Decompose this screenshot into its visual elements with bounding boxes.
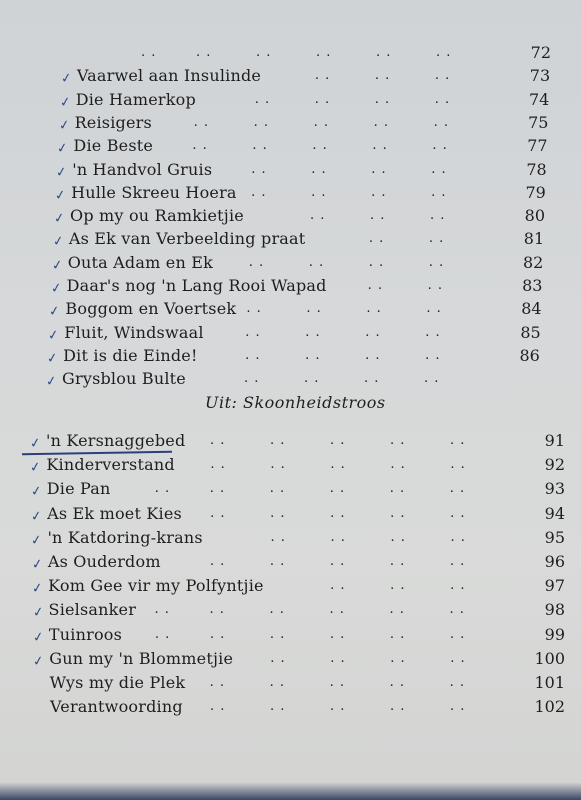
leader-dot-pair: . .: [450, 699, 466, 715]
leader-dot-pair: . .: [329, 602, 345, 618]
toc-entry-title: Wys my die Plek: [49, 673, 186, 692]
toc-entry: [59, 110, 549, 132]
toc-entry-title: Dit is die Einde!: [63, 345, 198, 365]
leader-dot-pair: . .: [305, 324, 321, 340]
toc-entry: [48, 296, 542, 321]
page-number: 78: [526, 159, 547, 179]
leader-dot-pair: . .: [330, 433, 346, 448]
checkmark-icon: ✓: [55, 164, 69, 181]
checkmark-icon: ✓: [46, 350, 60, 367]
leader-dot-pair: . .: [245, 324, 261, 340]
checkmark-icon: ✓: [30, 556, 44, 573]
checkmark-icon: ✓: [53, 210, 66, 227]
toc-entry: [45, 366, 539, 391]
toc-entry: [55, 180, 546, 202]
page-number: 82: [522, 252, 544, 272]
toc-entry: [60, 87, 550, 109]
leader-dot-pair: . .: [312, 138, 328, 154]
leader-dot-pair: . .: [251, 161, 267, 177]
checkmark-icon: ✓: [58, 94, 72, 111]
leader-dot-pair: . .: [269, 481, 286, 497]
toc-entry-title: Outa Adam en Ek: [67, 252, 214, 272]
leader-dot-pair: . .: [154, 626, 171, 642]
toc-entry: [31, 501, 565, 523]
leader-dot-pair: . .: [390, 699, 406, 715]
checkmark-icon: ✓: [48, 303, 62, 321]
page-number: 85: [520, 322, 541, 342]
leader-dot-pair: . .: [209, 481, 226, 497]
leader-dot-pair: . .: [270, 650, 286, 666]
checkmark-icon: ✓: [51, 233, 65, 251]
leader-dot-pair: . .: [154, 602, 170, 618]
leader-dot-pair: . .: [368, 231, 385, 247]
leader-dot-pair: . .: [434, 68, 451, 84]
toc-entry: [29, 452, 565, 477]
checkmark-icon: ✓: [56, 140, 70, 158]
leader-dot-pair: . .: [192, 138, 208, 154]
checkmark-icon: ✓: [31, 604, 45, 622]
page-number: 79: [525, 182, 546, 202]
leader-dot-pair: . .: [449, 602, 465, 618]
toc-entry-title: 'n Handvol Gruis: [72, 159, 213, 179]
leader-dot-pair: . .: [330, 457, 346, 473]
leader-dot-pair: . .: [449, 481, 466, 497]
page-number: 84: [521, 299, 542, 319]
leader-dot-pair: . .: [256, 45, 272, 60]
leader-dot-pair: . .: [425, 347, 441, 363]
leader-dot-pair: . .: [270, 529, 286, 545]
toc-entry-title: Tuinroos: [48, 624, 123, 644]
checkmark-icon: ✓: [30, 508, 43, 525]
toc-entry: [51, 226, 545, 251]
leader-dot-pair: . .: [270, 457, 286, 473]
leader-dot-pair: . .: [389, 626, 406, 642]
leader-dot-pair: . .: [390, 433, 406, 448]
leader-dot-pair: . .: [209, 602, 225, 618]
checkmark-icon: ✓: [29, 459, 43, 477]
leader-dot-pair: . .: [308, 254, 325, 270]
page-number: 101: [534, 673, 565, 692]
leader-dot-pair: . .: [433, 114, 449, 130]
checkmark-icon: ✓: [54, 187, 68, 204]
page-number: 97: [544, 576, 565, 596]
leader-dot-pair: . .: [210, 457, 226, 473]
leader-dot-pair: . .: [248, 254, 265, 270]
toc-entry-title: Die Beste: [73, 136, 154, 156]
leader-dot-pair: . .: [434, 91, 451, 107]
leader-dot-pair: . .: [449, 675, 466, 690]
leader-dot-pair: . .: [210, 699, 226, 715]
page-number: 81: [523, 229, 545, 249]
page-number: 92: [544, 455, 565, 475]
leader-dot-pair: . .: [428, 254, 445, 270]
leader-dot-pair: . .: [330, 699, 346, 715]
leader-dot-pair: . .: [269, 554, 286, 569]
leader-dot-pair: . .: [390, 578, 406, 594]
leader-dot-pair: . .: [431, 161, 447, 177]
leader-dot-pair: . .: [313, 114, 329, 130]
leader-dot-pair: . .: [246, 301, 262, 317]
leader-dot-pair: . .: [254, 91, 271, 107]
leader-dot-pair: . .: [252, 138, 268, 154]
leader-dot-pair: . .: [428, 231, 445, 247]
toc-entry-title: Kom Gee vir my Polfyntjie: [48, 576, 264, 596]
page-number: 98: [544, 600, 565, 620]
leader-dot-pair: . .: [376, 45, 392, 60]
leader-dot-pair: . .: [430, 208, 446, 224]
leader-dot-pair: . .: [390, 650, 406, 666]
toc-entry: [34, 670, 565, 692]
toc-entry: [31, 597, 565, 622]
toc-entry-title: As Ouderdom: [47, 552, 161, 571]
leader-dot-pair: . .: [210, 433, 226, 448]
leader-dot-pair: . .: [450, 433, 466, 448]
toc-entry-title: Hulle Skreeu Hoera: [71, 182, 237, 202]
page-number: 74: [528, 89, 550, 109]
checkmark-icon: ✓: [31, 629, 45, 646]
checkmark-icon: ✓: [29, 435, 42, 452]
page-number: 96: [544, 552, 565, 571]
page-number: 102: [534, 697, 565, 717]
leader-dot-pair: . .: [450, 578, 466, 594]
toc-entry: [47, 343, 540, 365]
checkmark-icon: ✓: [32, 653, 46, 670]
page-number: 86: [519, 345, 540, 365]
leader-dot-pair: . .: [209, 554, 226, 569]
leader-dot-pair: . .: [370, 208, 386, 224]
checkmark-icon: ✓: [50, 257, 64, 274]
toc-entry-title: As Ek van Verbeelding praat: [68, 229, 306, 249]
leader-dot-pair: . .: [251, 184, 267, 200]
leader-dot-pair: . .: [371, 161, 387, 177]
toc-entry: [30, 428, 565, 450]
leader-dot-pair: . .: [311, 184, 327, 200]
checkmark-icon: ✓: [30, 532, 44, 549]
leader-dot-pair: . .: [245, 347, 261, 363]
leader-dot-pair: . .: [330, 578, 346, 594]
toc-entry-title: Vaarwel aan Insulinde: [76, 66, 262, 86]
leader-dot-pair: . .: [431, 184, 447, 200]
leader-dot-pair: . .: [329, 626, 346, 642]
leader-dot-pair: . .: [427, 278, 443, 293]
toc-entry: [52, 250, 544, 272]
leader-dot-pair: . .: [390, 505, 406, 521]
page-number: 72: [530, 43, 551, 62]
leader-dot-pair: . .: [253, 114, 269, 130]
leader-dot-pair: . .: [450, 529, 466, 545]
leader-dot-pair: . .: [390, 529, 406, 545]
leader-dot-pair: . .: [432, 138, 448, 154]
page-number: 95: [544, 527, 565, 547]
leader-dot-pair: . .: [270, 699, 286, 715]
leader-dot-pair: . .: [373, 114, 389, 130]
leader-dot-pair: . .: [426, 301, 442, 317]
leader-dot-pair: . .: [330, 650, 346, 666]
toc-entry: [29, 476, 565, 501]
toc-entry-title: Kinderverstand: [46, 455, 175, 475]
page-number: 75: [528, 112, 549, 132]
leader-dot-pair: . .: [269, 602, 285, 618]
leader-dot-pair: . .: [329, 675, 346, 690]
toc-entry-title: Die Pan: [46, 479, 111, 499]
leader-dot-pair: . .: [425, 324, 441, 340]
leader-dot-pair: . .: [304, 371, 320, 387]
leader-dot-pair: . .: [389, 554, 406, 569]
leader-dot-pair: . .: [329, 554, 346, 569]
checkmark-icon: ✓: [47, 327, 61, 344]
toc-entry-title: As Ek moet Kies: [47, 503, 182, 523]
toc-entry: [59, 63, 551, 88]
checkmark-icon: ✓: [59, 70, 73, 88]
leader-dot-pair: . .: [364, 371, 380, 387]
toc-entry: [54, 203, 545, 225]
page-number: 80: [524, 206, 545, 226]
leader-dot-pair: . .: [389, 481, 406, 497]
toc-entry-title: Verantwoording: [50, 697, 183, 717]
leader-dot-pair: . .: [311, 161, 327, 177]
leader-dot-pair: . .: [154, 481, 171, 497]
toc-entry-title: Boggom en Voertsek: [65, 299, 237, 319]
leader-dot-pair: . .: [330, 529, 346, 545]
leader-dot-pair: . .: [193, 114, 209, 130]
toc-entry: [31, 525, 565, 547]
leader-dot-pair: . .: [365, 347, 381, 363]
toc-entry-title: Gun my 'n Blommetjie: [49, 648, 234, 668]
toc-entry: [31, 573, 565, 598]
toc-entry: [33, 622, 565, 644]
toc-entry-title: Die Hamerkop: [75, 89, 196, 109]
toc-entry: [34, 694, 565, 716]
leader-dot-pair: . .: [450, 505, 466, 521]
toc-entry-title: Op my ou Ramkietjie: [70, 206, 244, 226]
leader-dot-pair: . .: [374, 91, 391, 107]
toc-entry-title: Fluit, Windswaal: [64, 322, 204, 342]
leader-dot-pair: . .: [368, 254, 385, 270]
checkmark-icon: ✓: [49, 280, 63, 297]
checkmark-icon: ✓: [31, 580, 45, 598]
toc-entry-title: Daar's nog 'n Lang Rooi Wapad: [66, 276, 327, 295]
toc-entry-title: Reisigers: [74, 112, 152, 132]
leader-dot-pair: . .: [316, 45, 332, 60]
checkmark-icon: ✓: [57, 117, 71, 134]
page-number: 100: [534, 648, 565, 668]
leader-dot-pair: . .: [141, 45, 157, 60]
leader-dot-pair: . .: [372, 138, 388, 154]
leader-dot-pair: . .: [210, 505, 226, 521]
leader-dot-pair: . .: [367, 278, 383, 293]
toc-entry: [62, 40, 551, 62]
toc-entry: [56, 157, 546, 179]
leader-dot-pair: . .: [436, 45, 452, 60]
leader-dot-pair: . .: [449, 626, 466, 642]
toc-entry-title: 'n Katdoring-krans: [47, 527, 203, 547]
leader-dot-pair: . .: [329, 481, 346, 497]
leader-dot-pair: . .: [450, 457, 466, 473]
leader-dot-pair: . .: [196, 45, 212, 60]
toc-entry-title: Grysblou Bulte: [62, 369, 186, 389]
page-number: 93: [544, 479, 565, 499]
leader-dot-pair: . .: [306, 301, 322, 317]
leader-dot-pair: . .: [365, 324, 381, 340]
leader-dot-pair: . .: [270, 433, 286, 448]
page-number: 73: [529, 66, 551, 86]
leader-dot-pair: . .: [424, 371, 440, 387]
page-number: 77: [527, 136, 548, 156]
toc-entry: [56, 133, 548, 158]
leader-dot-pair: . .: [314, 68, 331, 84]
page-number: 99: [544, 624, 565, 644]
leader-dot-pair: . .: [390, 457, 406, 473]
leader-dot-pair: . .: [330, 505, 346, 521]
section-heading: Uit: Skoonheidstroos: [205, 393, 386, 412]
leader-dot-pair: . .: [366, 301, 382, 317]
page-number: 94: [544, 503, 565, 523]
leader-dot-pair: . .: [374, 68, 391, 84]
leader-dot-pair: . .: [449, 554, 466, 569]
leader-dot-pair: . .: [269, 626, 286, 642]
toc-entry: [48, 320, 540, 342]
leader-dot-pair: . .: [450, 650, 466, 666]
leader-dot-pair: . .: [389, 602, 405, 618]
leader-dot-pair: . .: [314, 91, 331, 107]
toc-entry-title: Sielsanker: [48, 600, 137, 620]
toc-entry: [51, 273, 543, 295]
toc-entry: [32, 549, 565, 571]
checkmark-icon: ✓: [29, 483, 43, 501]
leader-dot-pair: . .: [389, 675, 406, 690]
leader-dot-pair: . .: [305, 347, 321, 363]
leader-dot-pair: . .: [270, 505, 286, 521]
checkmark-icon: ✓: [45, 373, 58, 391]
page-number: 83: [522, 276, 543, 295]
toc-entry: [33, 646, 565, 668]
leader-dot-pair: . .: [310, 208, 326, 224]
leader-dot-pair: . .: [269, 675, 286, 690]
toc-entry-title: 'n Kersnaggebed: [46, 431, 186, 450]
leader-dot-pair: . .: [244, 371, 260, 387]
page-number: 91: [544, 431, 565, 450]
leader-dot-pair: . .: [209, 626, 226, 642]
leader-dot-pair: . .: [209, 675, 226, 690]
leader-dot-pair: . .: [371, 184, 387, 200]
